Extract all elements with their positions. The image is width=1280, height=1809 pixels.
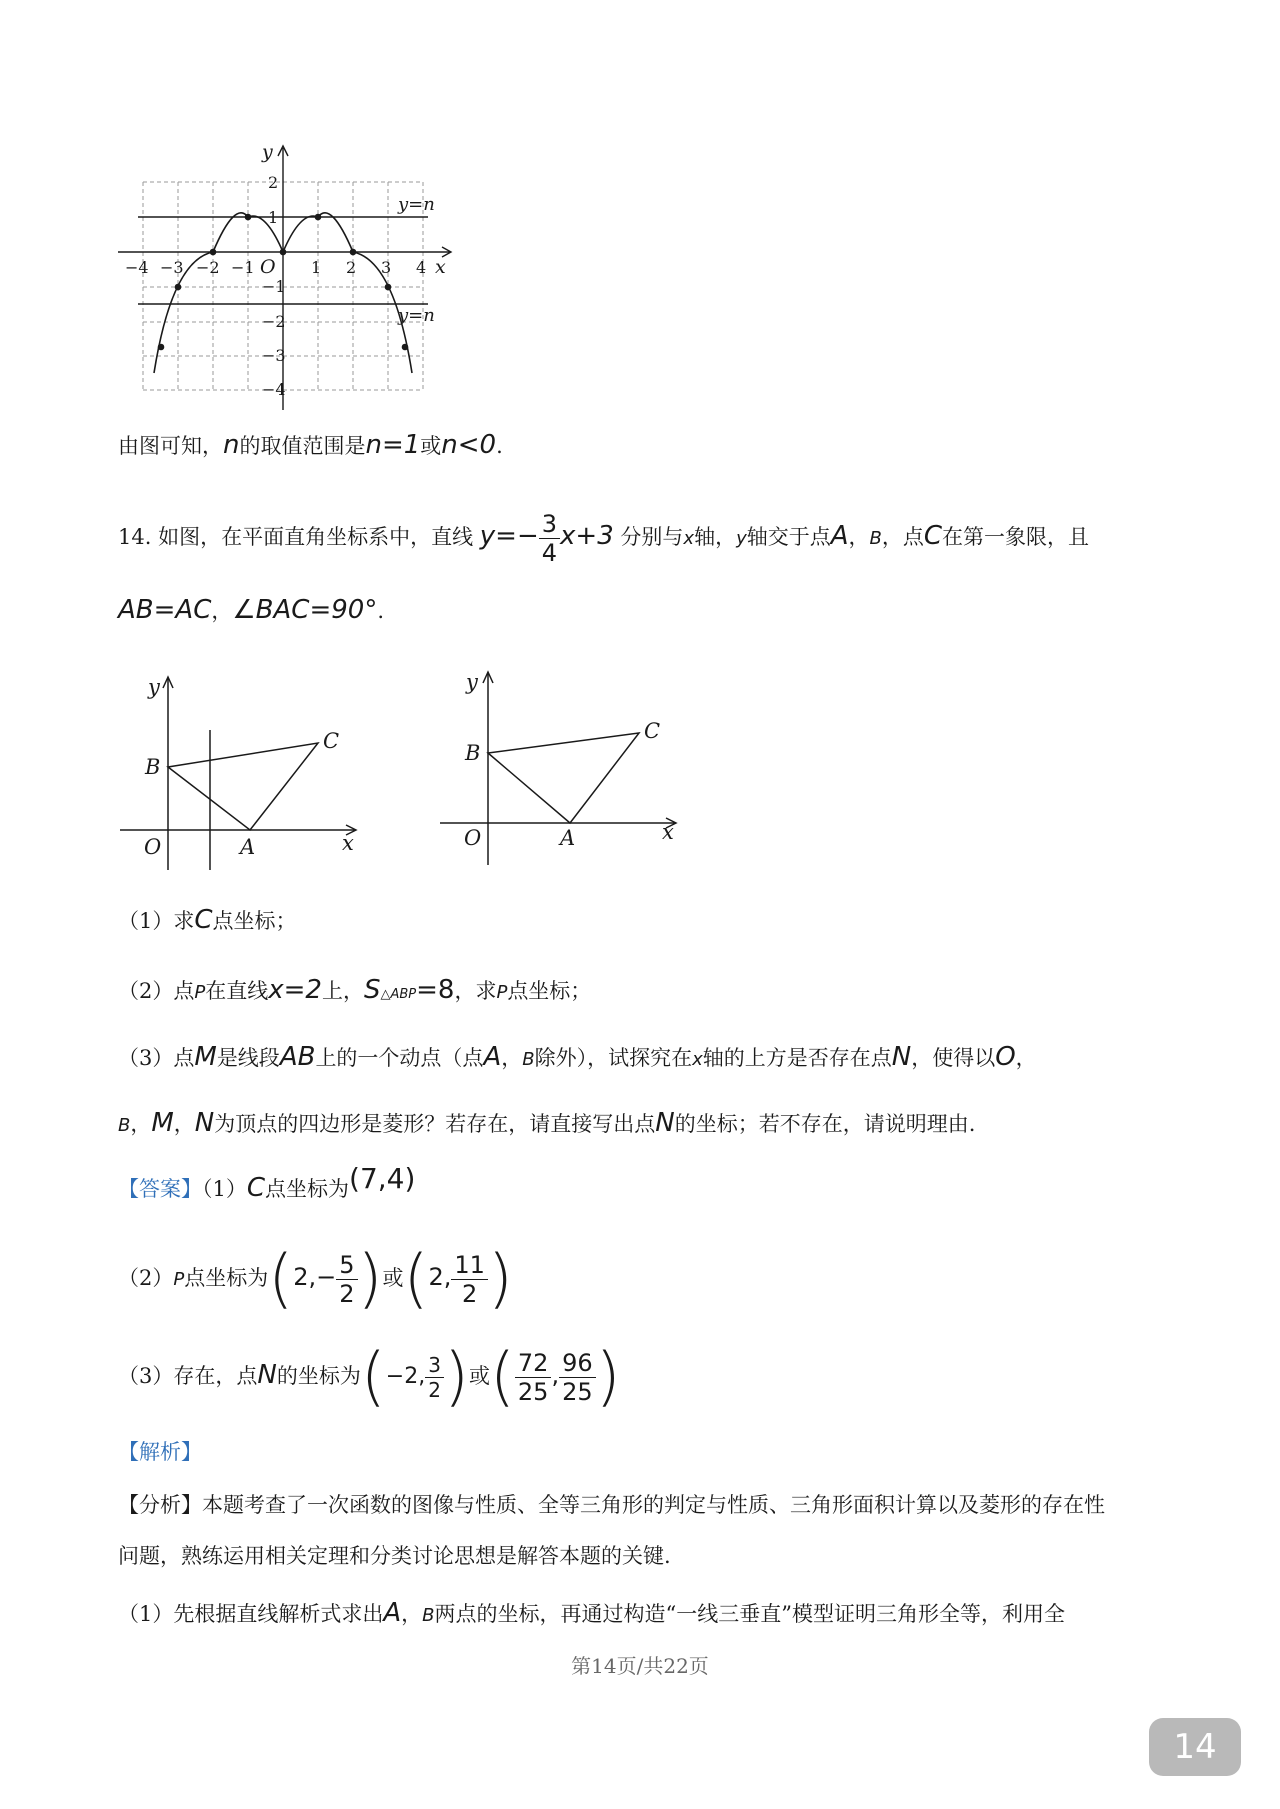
answer-3: （3）存在，点N的坐标为(−2, $\frac{3}{2}$ )或( $\frac{72}{25}$ , $\frac{96}{25}$ ) xyxy=(118,1340,621,1415)
y-tick: −3 xyxy=(262,346,286,365)
figure-left xyxy=(110,670,370,870)
answer-tag: 【答案】 xyxy=(118,1177,202,1201)
sub-question-3-line1: （3）点M是线段AB上的一个动点（点A，B除外），试探究在x轴的上方是否存在点N，使得以O， xyxy=(118,1042,1037,1072)
y-tick: −4 xyxy=(262,380,286,399)
y-label: y xyxy=(148,675,160,699)
sub-question-2: （2）点P在直线x=2上，S△ABP=8，求P点坐标； xyxy=(118,975,592,1005)
origin-label: O xyxy=(464,826,482,850)
y-tick: 2 xyxy=(268,173,279,192)
x-tick: −3 xyxy=(160,258,184,277)
fraction: $\frac{3}{4}$ xyxy=(539,510,560,567)
point-c-label: C xyxy=(323,729,340,753)
origin-label: O xyxy=(144,835,162,859)
sub-question-3-line2: B，M，N为顶点的四边形是菱形？若存在，请直接写出点N的坐标；若不存在，请说明理由. xyxy=(118,1108,976,1138)
sub-question-1: （1）求C点坐标； xyxy=(118,905,297,935)
fraction: $\frac{96}{25}$ xyxy=(559,1349,596,1406)
x-tick: 4 xyxy=(416,258,427,277)
x-label: x xyxy=(342,831,354,855)
figure-right xyxy=(430,665,690,865)
x-tick: 2 xyxy=(346,258,357,277)
analysis-summary-line2: 问题，熟练运用相关定理和分类讨论思想是解答本题的关键. xyxy=(118,1544,671,1568)
x-tick: −2 xyxy=(196,258,220,277)
fraction: $\frac{72}{25}$ xyxy=(515,1349,552,1406)
x-tick: −4 xyxy=(125,258,149,277)
x-axis-label: x xyxy=(435,256,446,278)
origin-label: O xyxy=(260,256,276,278)
analysis-tag: 【解析】 xyxy=(118,1440,202,1464)
y-tick: −2 xyxy=(262,312,286,331)
point-c-label: C xyxy=(644,719,661,743)
x-tick: 3 xyxy=(381,258,392,277)
question-14-line1: 14. 如图，在平面直角坐标系中，直线 y=− $\frac{3}{4}$ x+3 分别与x轴，y轴交于点A，B，点C在第一象限，且 xyxy=(118,510,1090,567)
y-tick: −1 xyxy=(262,277,286,296)
x-label: x xyxy=(662,820,674,844)
point-a-label: A xyxy=(240,835,256,859)
point-a-label: A xyxy=(560,826,576,850)
analysis-step-1: （1）先根据直线解析式求出A，B两点的坐标，再通过构造“一线三垂直”模型证明三角形全等，利用全 xyxy=(118,1598,1066,1628)
y-tick: 1 xyxy=(268,208,279,227)
fraction: $\frac{3}{2}$ xyxy=(425,1353,444,1402)
x-tick: −1 xyxy=(231,258,255,277)
lower-line-label: y=n xyxy=(398,305,435,326)
answer-2: （2）P点坐标为(2,− $\frac{5}{2}$ )或(2, $\frac{11}{2}$ ) xyxy=(118,1242,513,1317)
point-b-label: B xyxy=(145,755,161,779)
parabola-graph xyxy=(110,140,470,415)
fraction: $\frac{5}{2}$ xyxy=(336,1251,357,1308)
y-axis-label: y xyxy=(262,141,273,163)
analysis-summary-line1: 【分析】本题考查了一次函数的图像与性质、全等三角形的判定与性质、三角形面积计算以及菱形的存在性 xyxy=(118,1493,1105,1517)
fraction: $\frac{11}{2}$ xyxy=(451,1251,488,1308)
point-b-label: B xyxy=(465,741,481,765)
y-label: y xyxy=(466,670,478,694)
page-number-badge[interactable]: 14 xyxy=(1149,1718,1241,1776)
page-footer: 第14页/共22页 xyxy=(571,1654,709,1678)
question-14-line2: AB=AC，∠BAC=90°. xyxy=(118,595,385,625)
upper-line-label: y=n xyxy=(398,194,435,215)
x-tick: 1 xyxy=(311,258,322,277)
answer-1: 【答案】（1）C点坐标为(7,4) xyxy=(118,1162,416,1203)
conclusion-line: 由图可知，n的取值范围是n=1或n<0. xyxy=(118,430,503,460)
